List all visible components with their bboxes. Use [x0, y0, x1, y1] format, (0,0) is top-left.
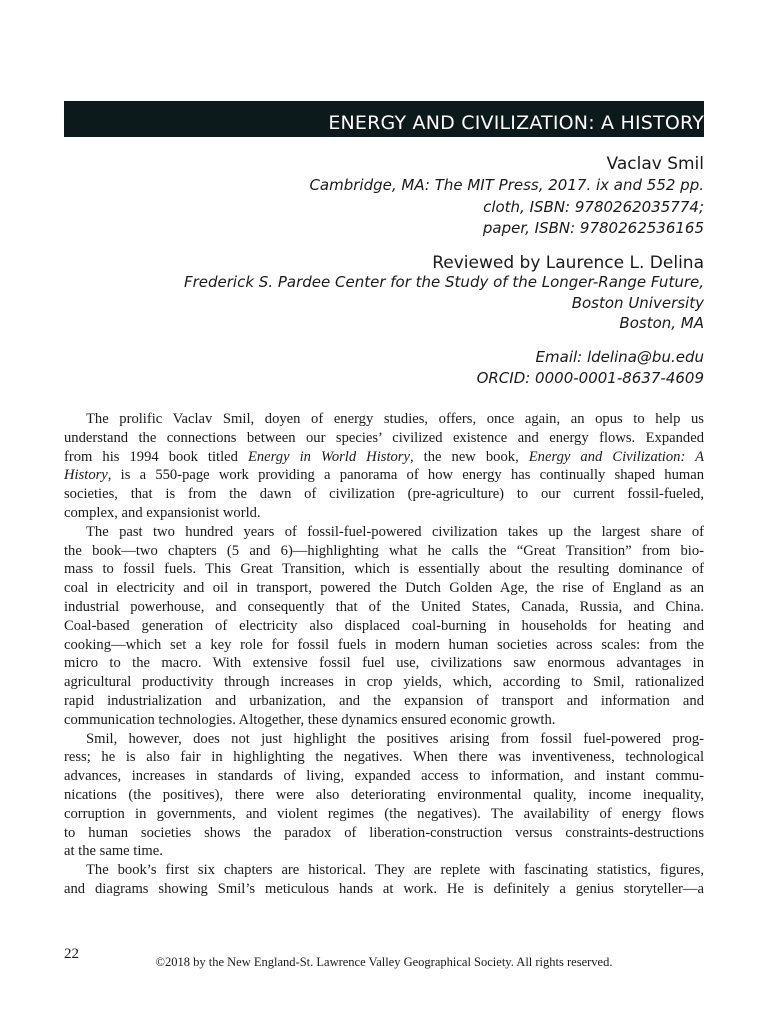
- body-line: ress; he is also fair in highlighting the negatives. When there was inventiveness, technological: [64, 749, 704, 766]
- body-line: The past two hundred years of fossil-fuel-powered civilization takes up the largest share of: [86, 523, 704, 540]
- body-line: at the same time.: [64, 843, 163, 860]
- text-run: , the new book,: [409, 448, 529, 465]
- article-title-banner: [64, 101, 704, 137]
- publication-info: [309, 175, 704, 240]
- body-line: The book’s first six chapters are historical. They are replete with fascinating statistics, figures,: [86, 862, 704, 879]
- body-line: to human societies shows the paradox of liberation-construction versus constraints-destructions: [64, 824, 704, 841]
- affiliation-line: Frederick S. Pardee Center for the Study of the Longer-Range Future,: [183, 273, 704, 291]
- body-line: [64, 466, 704, 485]
- review-body: [64, 410, 704, 899]
- publication-line: Cambridge, MA: The MIT Press, 2017. ix and 552 pp.: [309, 176, 704, 194]
- reviewer-affiliation: [184, 272, 704, 334]
- affiliation-line: Boston University: [571, 293, 704, 312]
- book-author: Vaclav Smil: [606, 154, 704, 174]
- body-line: The prolific Vaclav Smil, doyen of energy studies, offers, once again, an opus to help us: [86, 411, 704, 427]
- body-line: and diagrams showing Smil’s meticulous hands at work. He is definitely a genius storyteller—a: [64, 880, 704, 897]
- article-title: ENERGY AND CIVILIZATION: A HISTORY: [328, 112, 704, 134]
- text-run: , is a 550-page work providing a panorama of how energy has continually shaped human: [107, 467, 704, 484]
- book-title-italic: History: [64, 467, 108, 484]
- body-line: industrial powerhouse, and consequently that of the United States, Canada, Russia, and China.: [64, 598, 704, 615]
- body-line: the book—two chapters (5 and 6)—highlighting what he calls the “Great Transition” from bio-: [64, 542, 704, 559]
- publication-line: paper, ISBN: 9780262536165: [482, 219, 704, 237]
- body-line: advances, increases in standards of living, expanded access to information, and instant commu-: [64, 768, 704, 785]
- body-line: Smil, however, does not just highlight the positives arising from fossil fuel-powered prog-: [86, 730, 704, 747]
- body-line: micro to the macro. With extensive fossil fuel use, civilizations saw enormous advantages in: [64, 655, 704, 672]
- reviewer-orcid: ORCID: 0000-0001-8637-4609: [476, 369, 704, 387]
- body-line: coal in electricity and oil in transport, powered the Dutch Golden Age, the rise of England as an: [64, 580, 704, 597]
- body-line: societies, that is from the dawn of civilization (pre-agriculture) to our current fossil-fueled,: [64, 486, 704, 503]
- reviewer-contact: [477, 347, 704, 389]
- body-line: corruption in governments, and violent regimes (the negatives). The availability of energy flows: [64, 805, 704, 822]
- affiliation-line: Boston, MA: [619, 314, 704, 332]
- text-run: from his 1994 book titled: [64, 448, 248, 465]
- reviewer-email: Email: ldelina@bu.edu: [535, 348, 704, 366]
- body-line: agricultural productivity through increases in crop yields, which, according to Smil, rationalized: [64, 674, 704, 691]
- body-line: nications (the positives), there were also deteriorating environmental quality, income inequality,: [64, 786, 704, 803]
- body-line: understand the connections between our species’ civilized existence and energy flows. Expanded: [64, 429, 704, 446]
- book-title-italic: Energy and Civilization: A: [528, 448, 704, 465]
- body-line: [64, 448, 704, 467]
- publication-line: cloth, ISBN: 9780262035774;: [483, 197, 704, 216]
- reviewer-name: Reviewed by Laurence L. Delina: [432, 253, 704, 273]
- body-line: cooking—which set a key role for fossil fuels in modern human societies across scales: from the: [64, 636, 704, 653]
- page-number: 22: [64, 946, 79, 962]
- body-line: rapid industrialization and urbanization, and the expansion of transport and information and: [64, 692, 704, 709]
- body-line: complex, and expansionist world.: [64, 504, 261, 521]
- copyright-notice: ©2018 by the New England-St. Lawrence Valley Geographical Society. All rights reserved.: [155, 955, 613, 969]
- book-title-italic: Energy in World History: [247, 448, 410, 465]
- body-line: mass to fossil fuels. This Great Transition, which is essentially about the resulting dominance of: [64, 561, 704, 578]
- body-line: communication technologies. Altogether, these dynamics ensured economic growth.: [64, 711, 556, 728]
- body-line: Coal-based generation of electricity also displaced coal-burning in households for heating and: [64, 617, 704, 634]
